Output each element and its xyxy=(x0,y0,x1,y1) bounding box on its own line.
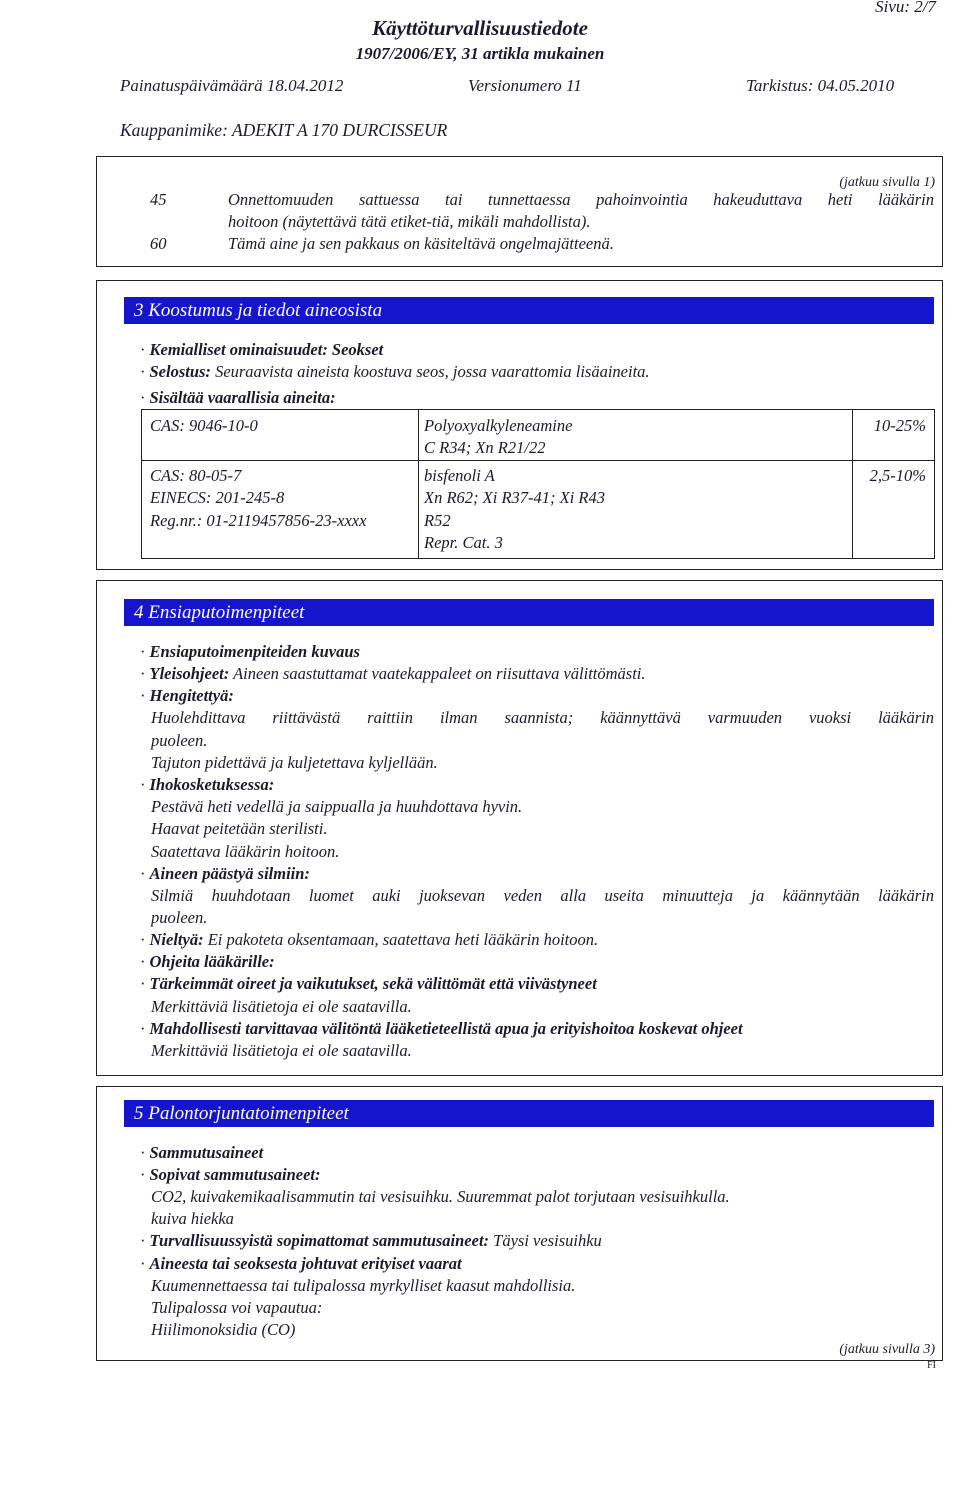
inhalation-label: · Hengitettyä: xyxy=(140,686,234,705)
treatment-label: · Mahdollisesti tarvittavaa välitöntä lääketieteellistä apua ja erityishoitoa koskevat ohjeet xyxy=(140,1019,743,1038)
phrase-45-line2: hoitoon (näytettävä tätä etiket-tiä, mikäli mahdollista). xyxy=(228,212,591,231)
substance-einecs: EINECS: 201-245-8 xyxy=(150,488,285,507)
substance-classification: Xn R62; Xi R37-41; Xi R43 xyxy=(424,488,606,507)
suitable-media-line1: CO2, kuivakemikaalisammutin tai vesisuihku. Suuremmat palot torjutaan vesisuihkulla. xyxy=(151,1187,730,1206)
inhalation-line3: Tajuton pidettävä ja kuljetettava kyljellään. xyxy=(151,753,438,772)
description-row: · Selostus: Seuraavista aineista koostuva seos, jossa vaarattomia lisäaineita. xyxy=(140,362,650,381)
doctor-info-label: · Ohjeita lääkärille: xyxy=(140,952,275,971)
substance-classification: Repr. Cat. 3 xyxy=(424,533,503,552)
special-hazards-line3: Hiilimonoksidia (CO) xyxy=(151,1320,296,1339)
substance-id: CAS: 9046-10-0 xyxy=(150,416,258,435)
unsuitable-media: · Turvallisuussyistä sopimattomat sammutusaineet: Täysi vesisuihku xyxy=(140,1231,602,1250)
phrase-60-number: 60 xyxy=(150,234,167,253)
skin-contact-line3: Saatettava lääkärin hoitoon. xyxy=(151,842,340,861)
section4-heading: 4 Ensiaputoimenpiteet xyxy=(124,599,934,626)
skin-contact-line1: Pestävä heti vedellä ja saippualla ja huuhdottava hyvin. xyxy=(151,797,523,816)
suitable-media-line2: kuiva hiekka xyxy=(151,1209,234,1228)
eye-contact-label: · Aineen päästyä silmiin: xyxy=(140,864,310,883)
substance-reg-nr: Reg.nr.: 01-2119457856-23-xxxx xyxy=(150,511,367,530)
section3-heading: 3 Koostumus ja tiedot aineosista xyxy=(124,297,934,324)
substance-percentage: 2,5-10% xyxy=(869,466,926,485)
symptoms-label: · Tärkeimmät oireet ja vaikutukset, sekä välittömät että viivästyneet xyxy=(140,974,597,993)
special-hazards-label: · Aineesta tai seoksesta johtuvat erityiset vaarat xyxy=(140,1254,462,1273)
section5-heading: 5 Palontorjuntatoimenpiteet xyxy=(124,1100,934,1127)
skin-contact-line2: Haavat peitetään sterilisti. xyxy=(151,819,328,838)
phrase-45-number: 45 xyxy=(150,190,167,209)
substance-percentage: 10-25% xyxy=(873,416,926,435)
skin-contact-label: · Ihokosketuksessa: xyxy=(140,775,275,794)
special-hazards-line2: Tulipalossa voi vapautua: xyxy=(151,1298,323,1317)
general-advice: · Yleisohjeet: Aineen saastuttamat vaatekappaleet on riisuttava välittömästi. xyxy=(140,664,646,683)
symptoms-text: Merkittäviä lisätietoja ei ole saatavilla. xyxy=(151,997,412,1016)
treatment-text: Merkittäviä lisätietoja ei ole saatavilla. xyxy=(151,1041,412,1060)
document-subtitle: 1907/2006/EY, 31 artikla mukainen xyxy=(355,44,605,63)
language-code: FI xyxy=(927,1360,936,1371)
substance-id: CAS: 80-05-7 xyxy=(150,466,242,485)
suitable-media-label: · Sopivat sammutusaineet: xyxy=(140,1165,321,1184)
trade-name: Kauppanimike: ADEKIT A 170 DURCISSEUR xyxy=(120,120,448,140)
first-aid-description: · Ensiaputoimenpiteiden kuvaus xyxy=(140,642,360,661)
substance-name: Polyoxyalkyleneamine xyxy=(424,416,573,435)
ingestion-row: · Nieltyä: Ei pakoteta oksentamaan, saatettava heti lääkärin hoitoon. xyxy=(140,930,599,949)
review-date: Tarkistus: 04.05.2010 xyxy=(746,76,895,95)
phrase-60-text: Tämä aine ja sen pakkaus on käsiteltävä ongelmajätteenä. xyxy=(228,234,614,253)
chemical-characterization: · Kemialliset ominaisuudet: Seokset xyxy=(140,340,384,359)
hazardous-label: · Sisältää vaarallisia aineita: xyxy=(140,388,336,407)
document-title: Käyttöturvallisuustiedote xyxy=(372,16,588,40)
print-date: Painatuspäivämäärä 18.04.2012 xyxy=(120,76,344,95)
extinguishing-media-label: · Sammutusaineet xyxy=(140,1143,264,1162)
eye-contact-line2: puoleen. xyxy=(151,908,208,927)
special-hazards-line1: Kuumennettaessa tai tulipalossa myrkylliset kaasut mahdollisia. xyxy=(151,1276,576,1295)
version-number: Versionumero 11 xyxy=(468,76,582,95)
substance-classification: C R34; Xn R21/22 xyxy=(424,438,546,457)
substance-classification: R52 xyxy=(424,511,451,530)
continued-from: (jatkuu sivulla 1) xyxy=(839,175,935,190)
inhalation-line2: puoleen. xyxy=(151,731,208,750)
page-number: Sivu: 2/7 xyxy=(875,0,936,16)
phrase-45-line1: Onnettomuuden sattuessa tai tunnettaessa pahoinvointia hakeuduttava heti lääkärin xyxy=(228,190,934,209)
continued-to: (jatkuu sivulla 3) xyxy=(839,1342,935,1357)
substance-name: bisfenoli A xyxy=(424,466,495,485)
inhalation-line1: Huolehdittava riittävästä raittiin ilman saannista; käännyttävä varmuuden vuoksi lääkärin xyxy=(151,708,934,727)
eye-contact-line1: Silmiä huuhdotaan luomet auki juoksevan veden alla useita minuutteja ja käännytään lääkärin xyxy=(151,886,934,905)
